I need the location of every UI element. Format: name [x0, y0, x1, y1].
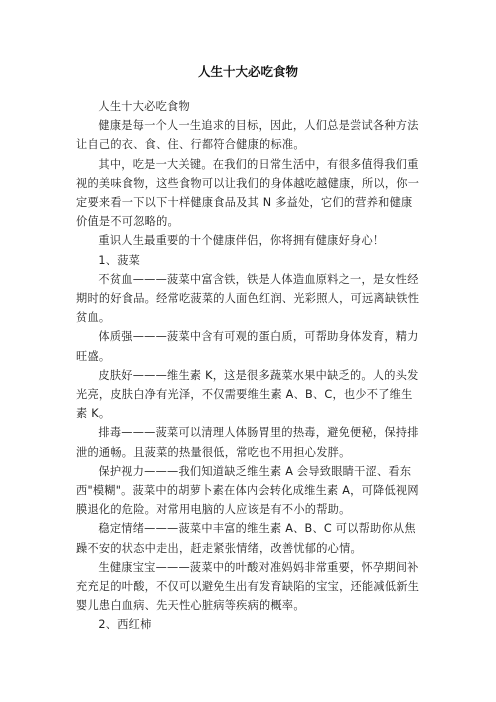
paragraph-mood: 稳定情绪———菠菜中丰富的维生素 A、B、C 可以帮助你从焦躁不安的状态中走出，赶走紧张情绪，改善忧郁的心情。: [76, 522, 416, 555]
paragraph-subtitle: 人生十大必吃食物: [98, 100, 190, 113]
document-title: 人生十大必吃食物: [197, 64, 298, 79]
section-heading-spinach: 1、菠菜: [98, 253, 141, 267]
document-body: [76, 97, 422, 635]
paragraph-physique: 体质强———菠菜中含有可观的蛋白质，可帮助身体发育，精力旺盛。: [76, 330, 419, 363]
paragraph-intro: 健康是每一个人一生追求的目标，因此，人们总是尝试各种方法让自己的衣、食、住、行都符合健康的标准。: [76, 119, 419, 152]
paragraph-detox: 排毒———菠菜可以清理人体肠胃里的热毒，避免便秘，保持排泄的通畅。且菠菜的热量很低，常吃也不用担心发胖。: [76, 426, 419, 459]
paragraph-baby: 生健康宝宝———菠菜中的叶酸对准妈妈非常重要，怀孕期间补充充足的叶酸，不仅可以避免生出有发育缺陷的宝宝，还能减低新生婴儿患白血病、先天性心脏病等疾病的概率。: [76, 560, 420, 613]
section-heading-tomato: 2、西红柿: [98, 618, 152, 632]
paragraph-eating: 其中，吃是一大关键。在我们的日常生活中，有很多值得我们重视的美味食物，这些食物可以让我们的身体越吃越健康，所以，你一定要来看一下以下十样健康食品及其 N 多益处，它们的营养和健康价值是不可忽略的。: [76, 157, 420, 229]
paragraph-skin: 皮肤好———维生素 K，这是很多蔬菜水果中缺乏的。人的头发光亮，皮肤白净有光泽，不仅需要维生素 A、B、C，也少不了维生素 K。: [76, 368, 419, 421]
paragraph-partners: 重识人生最重要的十个健康伴侣，你将拥有健康好身心！: [98, 234, 385, 248]
paragraph-anemia: 不贫血———菠菜中富含铁，铁是人体造血原料之一，是女性经期时的好食品。经常吃菠菜的人面色红润、光彩照人，可远离缺铁性贫血。: [76, 272, 420, 325]
paragraph-vision: 保护视力———我们知道缺乏维生素 A 会导致眼睛干涩、看东西"模糊"。菠菜中的胡萝卜素在体内会转化成维生素 A，可降低视网膜退化的危险。对常用电脑的人应该是有不小的帮助。: [76, 464, 419, 517]
